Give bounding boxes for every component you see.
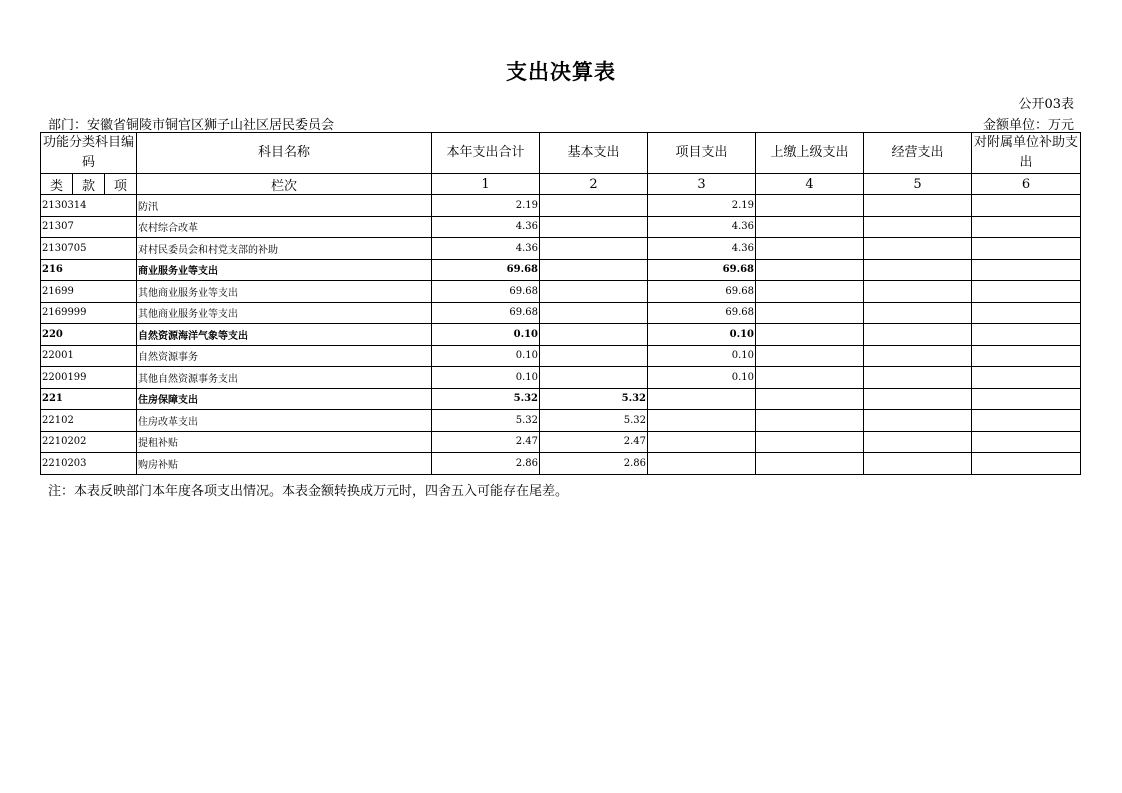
cell-total: 2.19 — [432, 195, 540, 217]
cell-subsidy — [972, 367, 1081, 389]
cell-subsidy — [972, 259, 1081, 281]
header-total: 本年支出合计 — [432, 133, 540, 174]
cell-code: 2210202 — [41, 431, 137, 453]
department-label: 部门：安徽省铜陵市铜官区狮子山社区居民委员会 — [48, 118, 335, 133]
header-business: 经营支出 — [864, 133, 972, 174]
cell-upper — [756, 388, 864, 410]
cell-project: 0.10 — [648, 324, 756, 346]
cell-project — [648, 431, 756, 453]
cell-subsidy — [972, 324, 1081, 346]
cell-project: 0.10 — [648, 345, 756, 367]
cell-total: 4.36 — [432, 216, 540, 238]
cell-basic — [540, 324, 648, 346]
cell-business — [864, 195, 972, 217]
header-subsidy: 对附属单位补助支出 — [972, 133, 1081, 174]
cell-subsidy — [972, 410, 1081, 432]
header-xiang: 项 — [105, 174, 137, 195]
table-row — [41, 388, 1081, 410]
cell-code: 2210203 — [41, 453, 137, 475]
header-row — [41, 133, 1081, 174]
table-row — [41, 238, 1081, 260]
cell-business — [864, 324, 972, 346]
cell-business — [864, 410, 972, 432]
cell-upper — [756, 216, 864, 238]
cell-subsidy — [972, 345, 1081, 367]
cell-name: 其他商业服务业等支出 — [137, 302, 432, 324]
col-num-6: 6 — [972, 174, 1081, 195]
cell-project: 0.10 — [648, 367, 756, 389]
cell-name: 农村综合改革 — [137, 216, 432, 238]
cell-code: 221 — [41, 388, 137, 410]
cell-basic: 2.47 — [540, 431, 648, 453]
cell-basic — [540, 281, 648, 303]
col-num-5: 5 — [864, 174, 972, 195]
cell-business — [864, 431, 972, 453]
cell-project: 2.19 — [648, 195, 756, 217]
cell-business — [864, 216, 972, 238]
cell-total: 5.32 — [432, 410, 540, 432]
header-project: 项目支出 — [648, 133, 756, 174]
cell-business — [864, 345, 972, 367]
cell-total: 69.68 — [432, 259, 540, 281]
cell-upper — [756, 302, 864, 324]
cell-subsidy — [972, 281, 1081, 303]
cell-business — [864, 302, 972, 324]
page-title: 支出决算表 — [506, 60, 616, 84]
cell-business — [864, 453, 972, 475]
cell-business — [864, 367, 972, 389]
cell-code: 220 — [41, 324, 137, 346]
cell-basic — [540, 195, 648, 217]
header-basic: 基本支出 — [540, 133, 648, 174]
cell-code: 2130314 — [41, 195, 137, 217]
cell-upper — [756, 345, 864, 367]
cell-upper — [756, 281, 864, 303]
cell-upper — [756, 324, 864, 346]
cell-subsidy — [972, 431, 1081, 453]
cell-upper — [756, 453, 864, 475]
cell-total: 69.68 — [432, 281, 540, 303]
cell-basic — [540, 238, 648, 260]
cell-basic: 5.32 — [540, 410, 648, 432]
cell-basic — [540, 367, 648, 389]
cell-upper — [756, 410, 864, 432]
cell-total: 2.47 — [432, 431, 540, 453]
table-row — [41, 345, 1081, 367]
table-row — [41, 281, 1081, 303]
cell-subsidy — [972, 388, 1081, 410]
cell-name: 自然资源事务 — [137, 345, 432, 367]
cell-code: 22102 — [41, 410, 137, 432]
table-row — [41, 259, 1081, 281]
cell-code: 2200199 — [41, 367, 137, 389]
cell-subsidy — [972, 238, 1081, 260]
table-row — [41, 216, 1081, 238]
cell-total: 0.10 — [432, 345, 540, 367]
col-num-2: 2 — [540, 174, 648, 195]
cell-project: 69.68 — [648, 302, 756, 324]
cell-total: 0.10 — [432, 324, 540, 346]
header-code: 功能分类科目编码 — [41, 133, 137, 174]
header-upper: 上缴上级支出 — [756, 133, 864, 174]
cell-business — [864, 238, 972, 260]
table-row — [41, 324, 1081, 346]
cell-upper — [756, 195, 864, 217]
cell-name: 住房改革支出 — [137, 410, 432, 432]
cell-upper — [756, 238, 864, 260]
cell-code: 216 — [41, 259, 137, 281]
header-column-label: 栏次 — [137, 174, 432, 195]
cell-total: 5.32 — [432, 388, 540, 410]
cell-total: 69.68 — [432, 302, 540, 324]
cell-basic — [540, 259, 648, 281]
cell-subsidy — [972, 216, 1081, 238]
cell-project — [648, 410, 756, 432]
cell-total: 2.86 — [432, 453, 540, 475]
cell-code: 21307 — [41, 216, 137, 238]
cell-basic: 5.32 — [540, 388, 648, 410]
cell-name: 购房补贴 — [137, 453, 432, 475]
cell-name: 其他商业服务业等支出 — [137, 281, 432, 303]
form-number: 公开03表 — [1018, 97, 1074, 112]
cell-project: 4.36 — [648, 238, 756, 260]
col-num-4: 4 — [756, 174, 864, 195]
cell-name: 住房保障支出 — [137, 388, 432, 410]
cell-subsidy — [972, 302, 1081, 324]
cell-name: 对村民委员会和村党支部的补助 — [137, 238, 432, 260]
cell-project: 69.68 — [648, 259, 756, 281]
table-row — [41, 431, 1081, 453]
cell-basic — [540, 345, 648, 367]
cell-upper — [756, 367, 864, 389]
cell-total: 4.36 — [432, 238, 540, 260]
cell-subsidy — [972, 453, 1081, 475]
cell-project: 69.68 — [648, 281, 756, 303]
cell-basic: 2.86 — [540, 453, 648, 475]
cell-business — [864, 281, 972, 303]
cell-basic — [540, 216, 648, 238]
header-kuan: 款 — [73, 174, 105, 195]
cell-code: 22001 — [41, 345, 137, 367]
column-number-row — [41, 174, 1081, 195]
cell-basic — [540, 302, 648, 324]
expenditure-table — [40, 132, 1081, 475]
header-name: 科目名称 — [137, 133, 432, 174]
cell-name: 自然资源海洋气象等支出 — [137, 324, 432, 346]
cell-subsidy — [972, 195, 1081, 217]
cell-name: 提租补贴 — [137, 431, 432, 453]
cell-code: 21699 — [41, 281, 137, 303]
cell-project: 4.36 — [648, 216, 756, 238]
table-row — [41, 195, 1081, 217]
cell-code: 2130705 — [41, 238, 137, 260]
table-row — [41, 410, 1081, 432]
cell-total: 0.10 — [432, 367, 540, 389]
cell-business — [864, 388, 972, 410]
unit-label: 金额单位：万元 — [982, 118, 1074, 133]
cell-name: 防汛 — [137, 195, 432, 217]
cell-project — [648, 388, 756, 410]
cell-code: 2169999 — [41, 302, 137, 324]
cell-project — [648, 453, 756, 475]
table-row — [41, 302, 1081, 324]
col-num-1: 1 — [432, 174, 540, 195]
col-num-3: 3 — [648, 174, 756, 195]
table-body — [41, 195, 1081, 475]
table-row — [41, 453, 1081, 475]
cell-upper — [756, 431, 864, 453]
table-row — [41, 367, 1081, 389]
cell-name: 商业服务业等支出 — [137, 259, 432, 281]
cell-business — [864, 259, 972, 281]
header-lei: 类 — [41, 174, 73, 195]
footnote: 注：本表反映部门本年度各项支出情况。本表金额转换成万元时，四舍五入可能存在尾差。 — [48, 484, 569, 499]
cell-upper — [756, 259, 864, 281]
cell-name: 其他自然资源事务支出 — [137, 367, 432, 389]
